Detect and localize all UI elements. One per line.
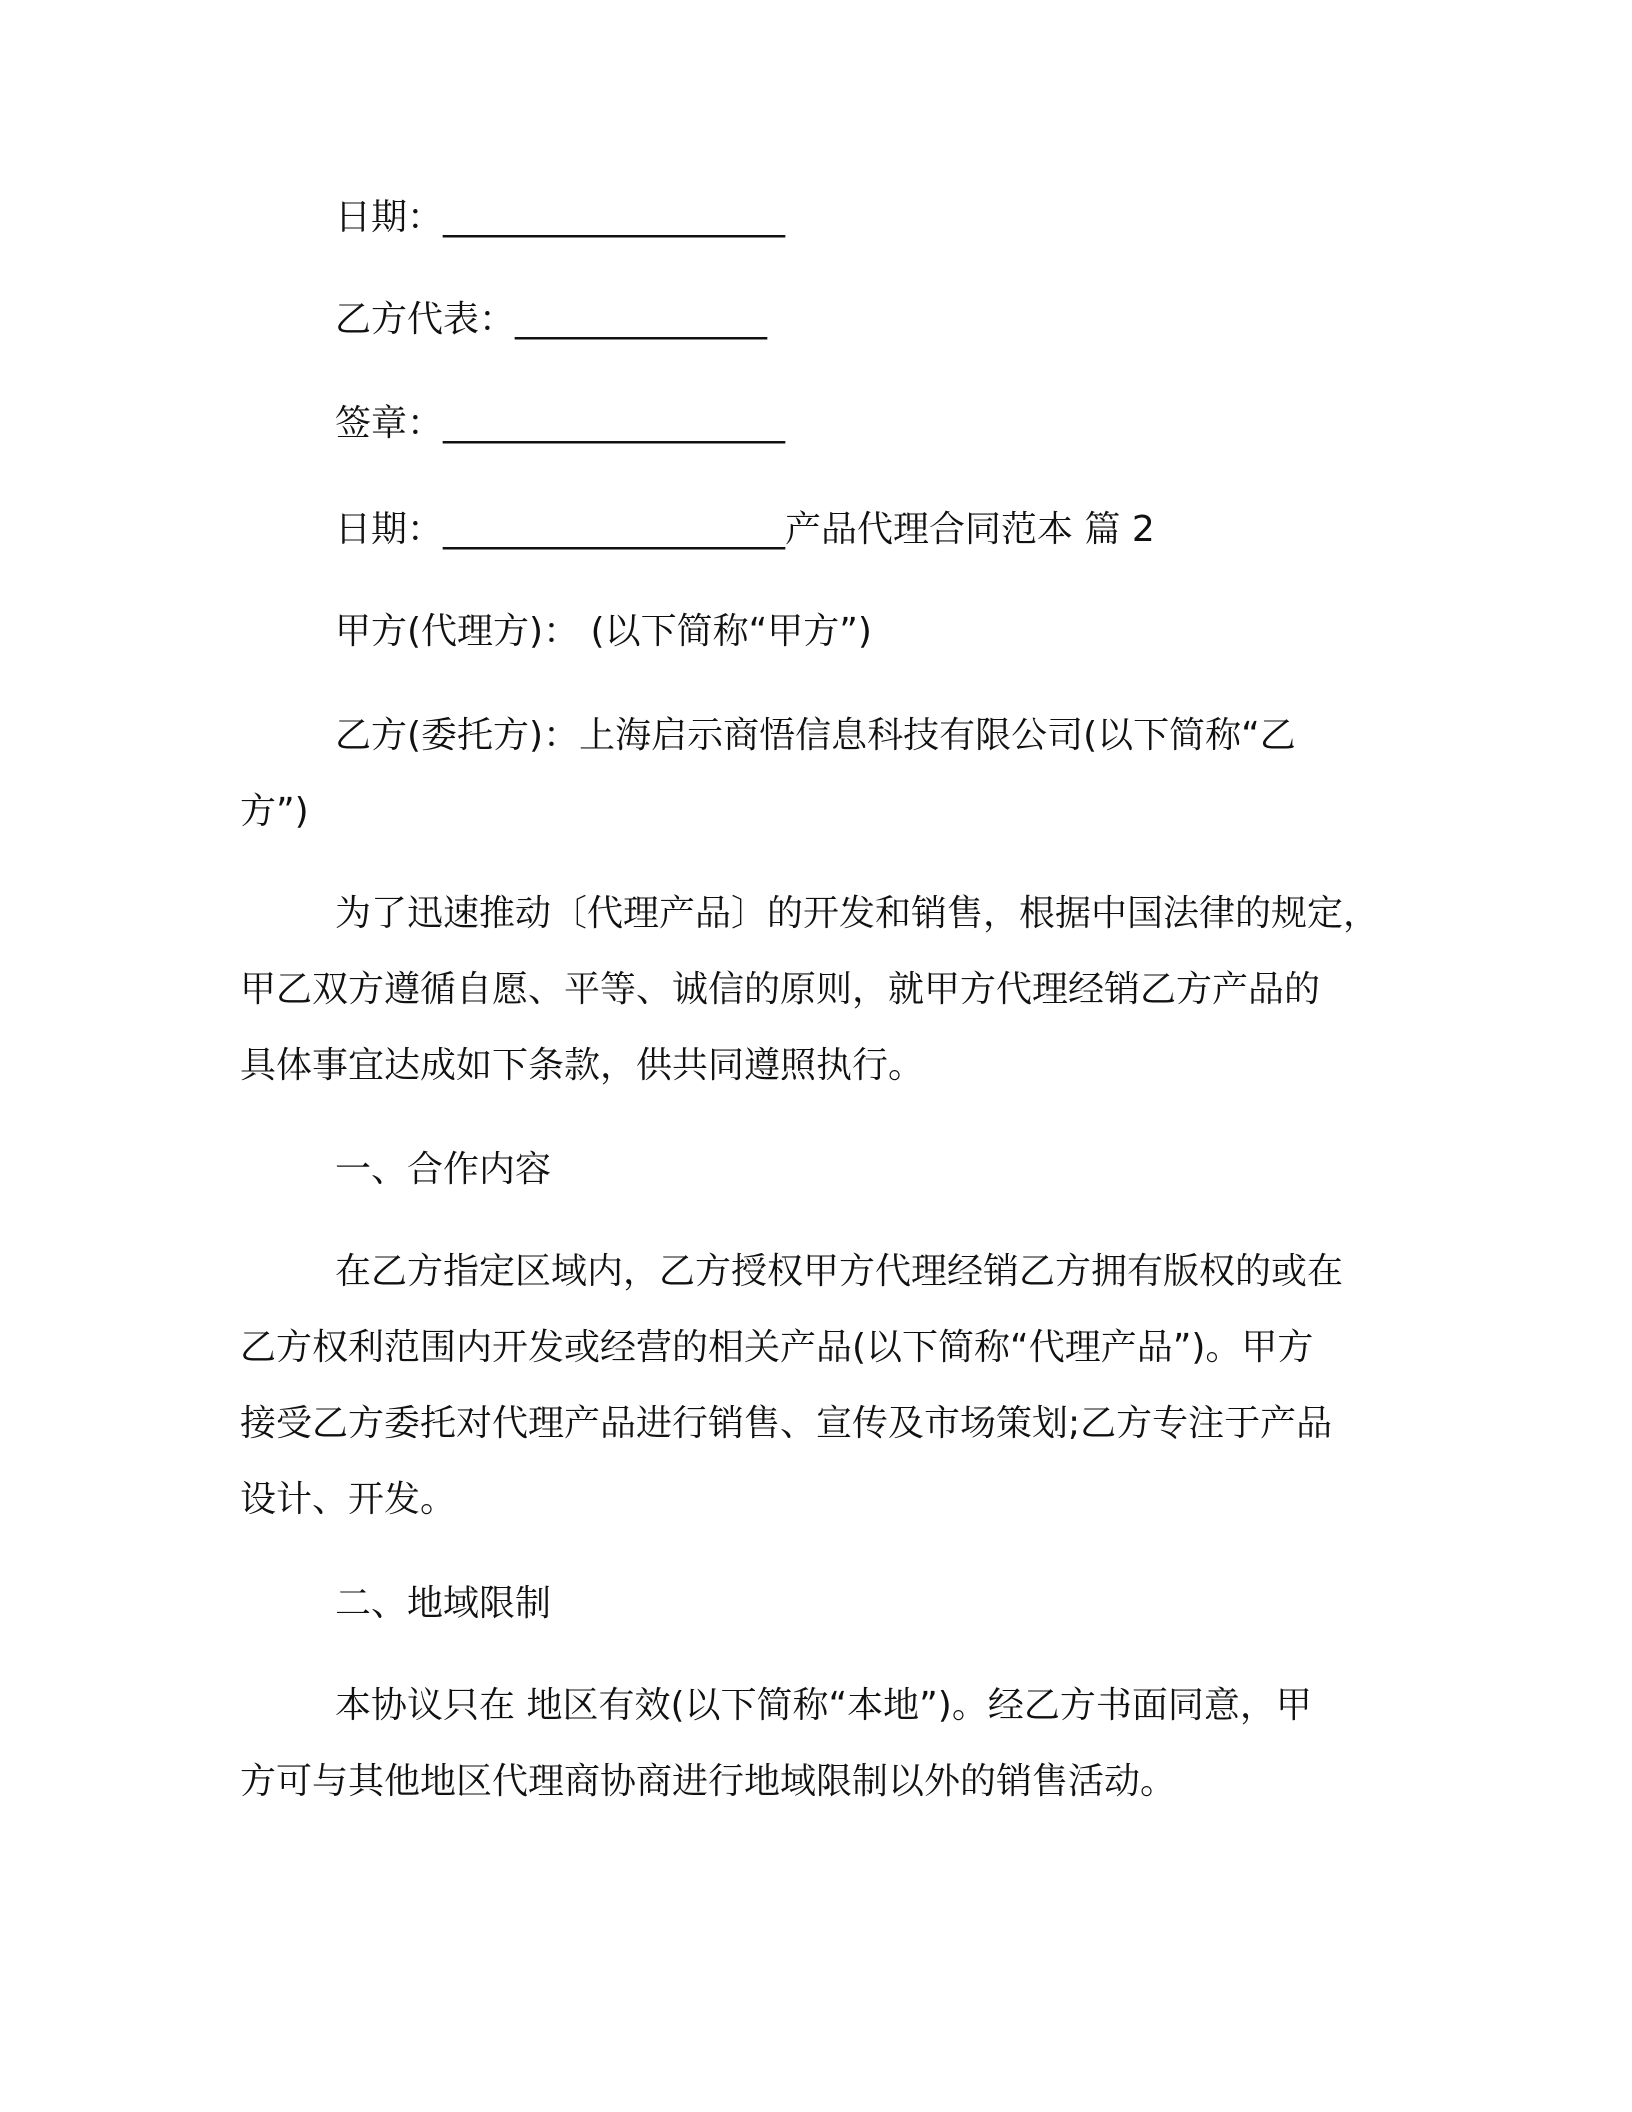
section-1-line-4: 设计、开发。 — [240, 1479, 457, 1520]
section-2-heading: 二、地域限制 — [335, 1583, 552, 1624]
seal-line: 签章：___________________ — [335, 403, 786, 444]
section-2-line-1: 本协议只在 地区有效(以下简称“本地”)。经乙方书面同意，甲 — [335, 1685, 1312, 1726]
section-1-line-2: 乙方权利范围内开发或经营的相关产品(以下简称“代理产品”)。甲方 — [240, 1327, 1314, 1368]
intro-line-1: 为了迅速推动〔代理产品〕的开发和销售，根据中国法律的规定， — [335, 893, 1380, 934]
date-line-1: 日期：___________________ — [335, 197, 786, 238]
section-1-line-3: 接受乙方委托对代理产品进行销售、宣传及市场策划;乙方专注于产品 — [240, 1403, 1333, 1444]
section-1-line-1: 在乙方指定区域内，乙方授权甲方代理经销乙方拥有版权的或在 — [335, 1251, 1344, 1292]
party-b-representative-line: 乙方代表：______________ — [335, 299, 768, 340]
intro-line-2: 甲乙双方遵循自愿、平等、诚信的原则，就甲方代理经销乙方产品的 — [240, 969, 1321, 1010]
party-b-line-1: 乙方(委托方)：上海启示商悟信息科技有限公司(以下简称“乙 — [335, 715, 1296, 756]
section-2-line-2: 方可与其他地区代理商协商进行地域限制以外的销售活动。 — [240, 1761, 1177, 1802]
intro-line-3: 具体事宜达成如下条款，供共同遵照执行。 — [240, 1045, 925, 1086]
date-line-2-with-title: 日期：___________________产品代理合同范本 篇 2 — [335, 509, 1155, 550]
party-a-line: 甲方(代理方)： (以下简称“甲方”) — [335, 611, 872, 652]
party-b-line-2: 方”) — [240, 791, 309, 832]
section-1-heading: 一、合作内容 — [335, 1149, 552, 1190]
